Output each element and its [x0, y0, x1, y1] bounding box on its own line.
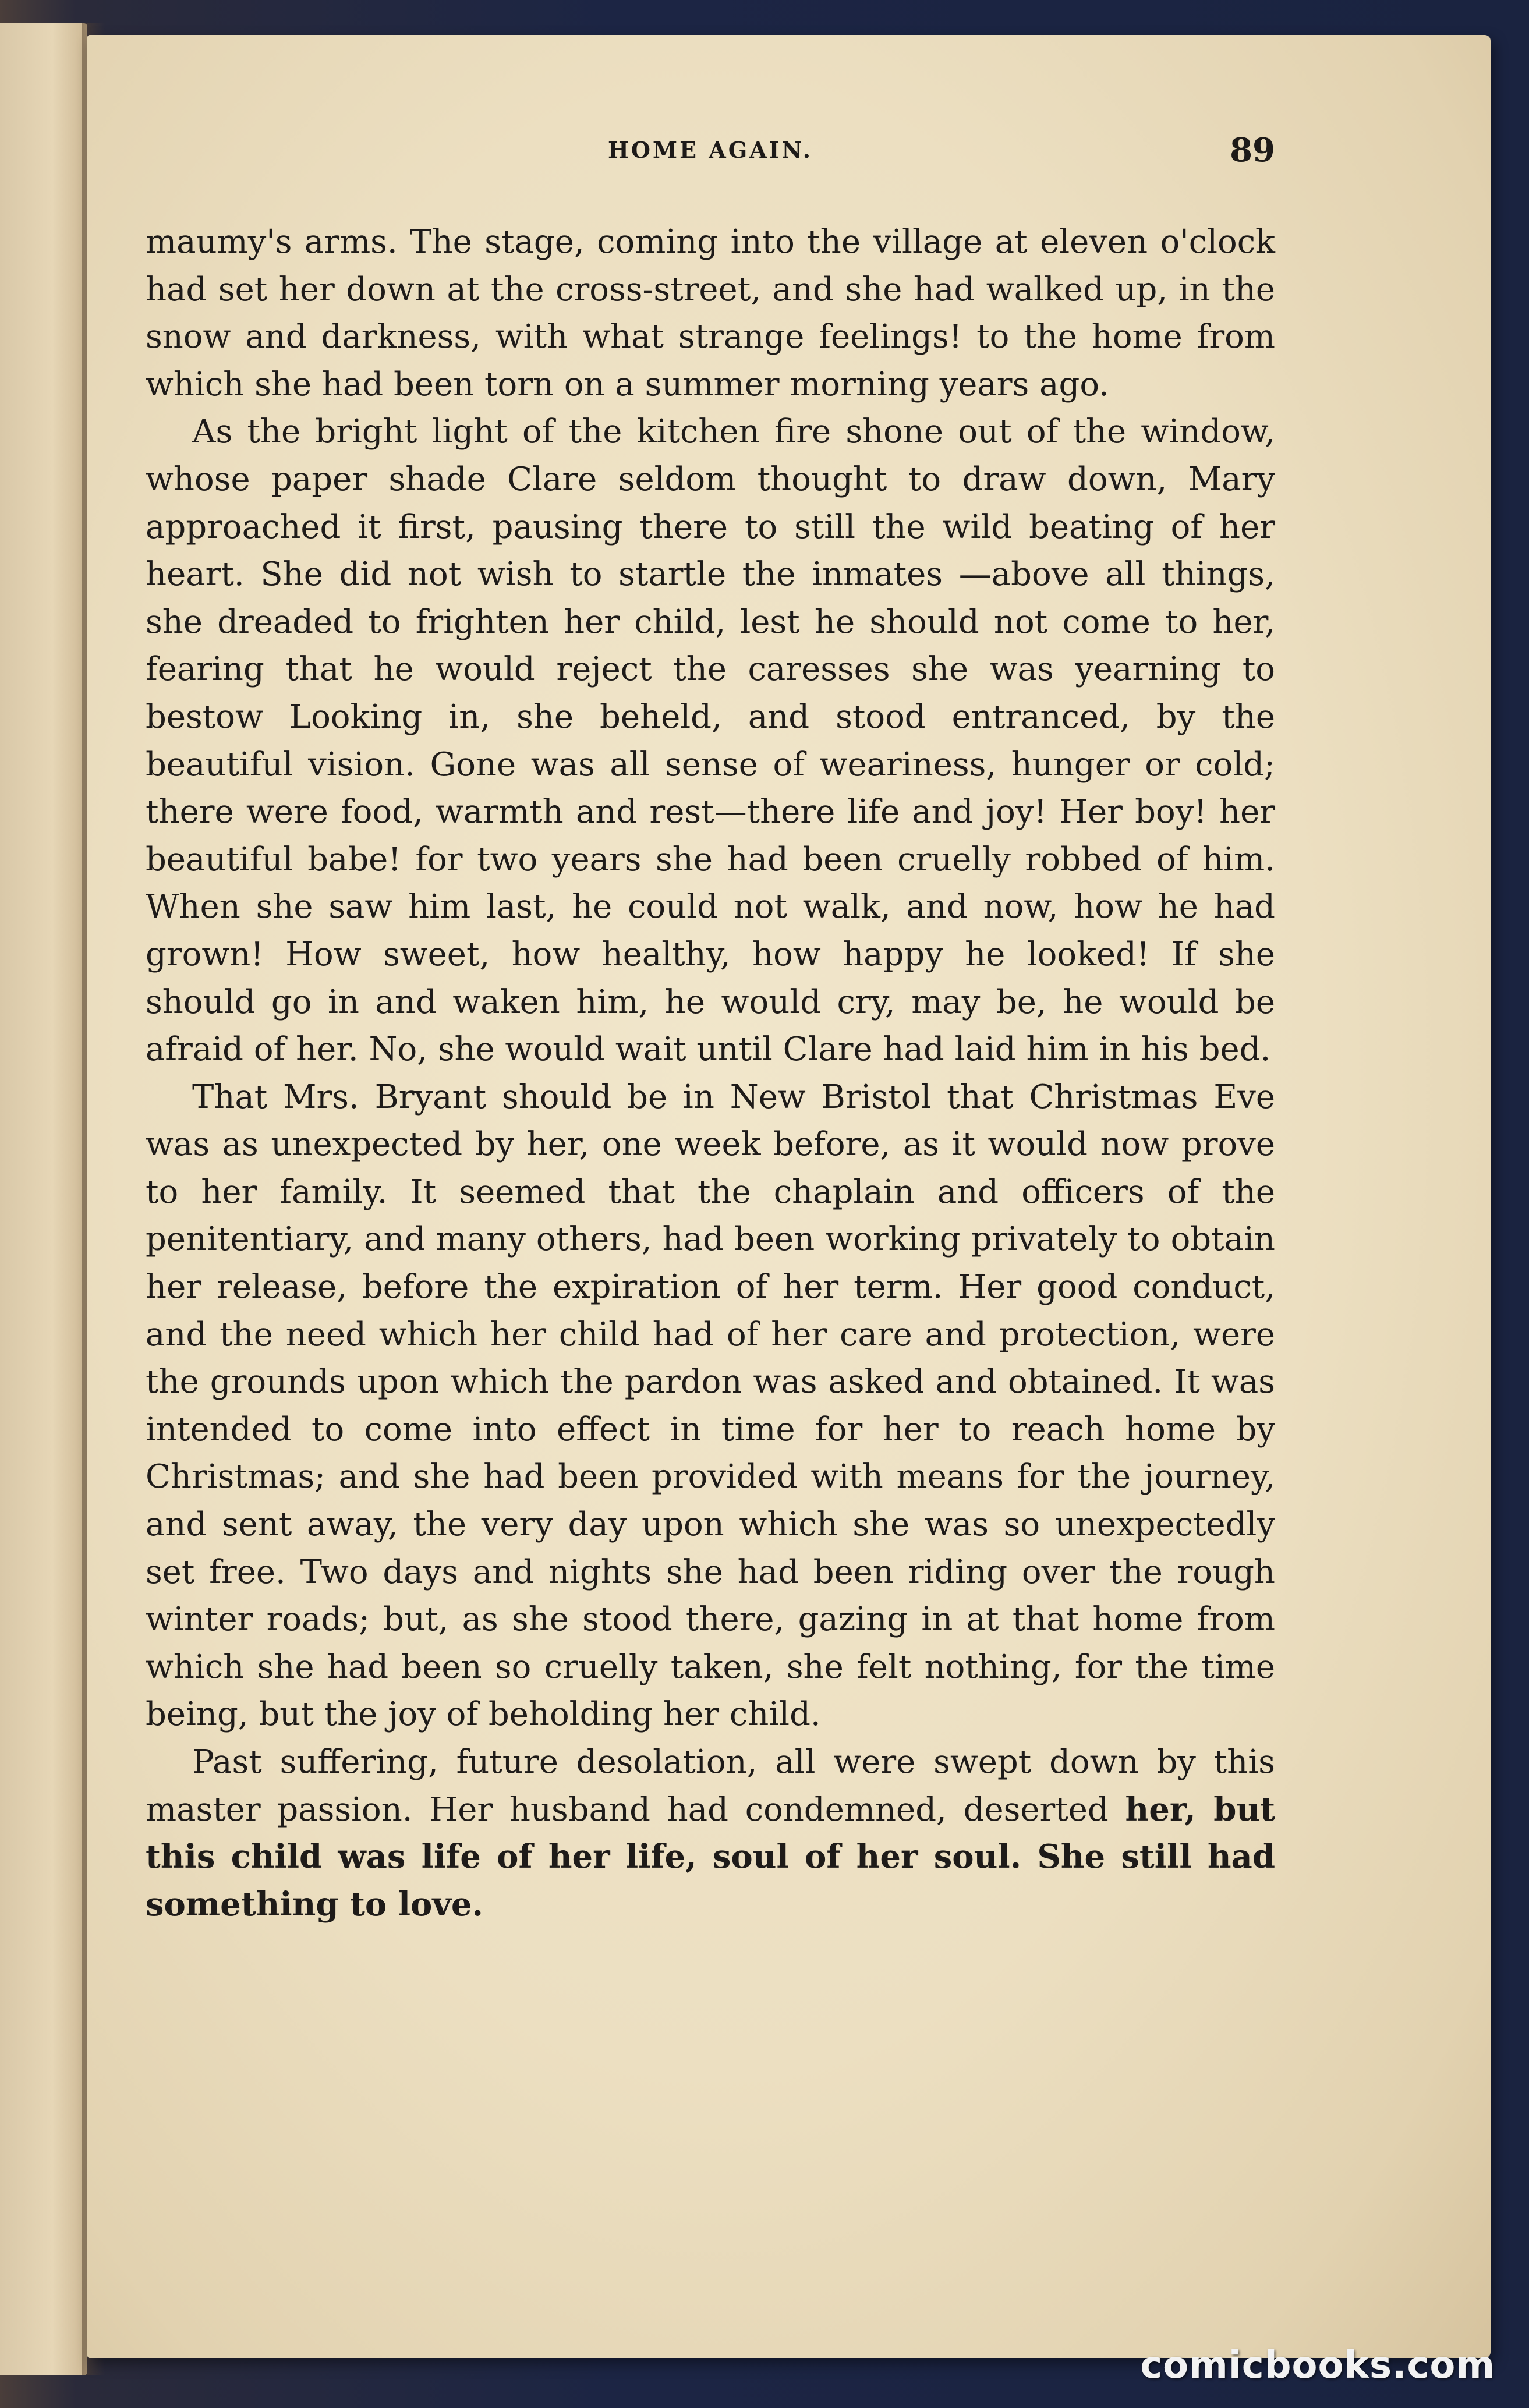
page-number: 89 — [1230, 131, 1275, 169]
running-head: HOME AGAIN. — [608, 137, 813, 163]
facing-page-edge — [0, 23, 87, 2375]
paragraph-4-bold-tail: her, but this child was life of her life, soul of her soul. She still had something to love. — [146, 1790, 1275, 1924]
paragraph-4-text: Past suffering, future desolation, all were swept down by this master passion. Her husband had condemned, deserted — [146, 1743, 1275, 1829]
paragraph-4 — [146, 1738, 1275, 1928]
body-text — [146, 218, 1275, 1928]
page-header — [146, 131, 1275, 178]
paragraph-1: maumy's arms. The stage, coming into the village at eleven o'clock had set her down at the cross-street, and she had walked up, in the snow and darkness, with what strange feelings! to the home from which she had been torn on a summer morning years ago. — [146, 223, 1275, 403]
paragraph-2: As the bright light of the kitchen fire shone out of the window, whose paper shade Clare seldom thought to draw down, Mary approached it first, pausing there to still the wild beating of her heart. She did not wish to startle the inmates —above all things, she dreaded to frighten her child, lest he should not come to her, fearing that he would reject the caresses she was yearning to bestow Looking in, she beheld, and stood entranced, by the beautiful vision. Gone was all sense of weariness, hunger or cold; there were food, warmth and rest—there life and joy! Her boy! her beautiful babe! for two years she had been cruelly robbed of him. When she saw him last, he could not walk, and now, how he had grown! How sweet, how healthy, how happy he looked! If she should go in and waken him, he would cry, may be, he would be afraid of her. No, she would wait until Clare had laid him in his bed. — [146, 413, 1275, 1069]
paragraph-3: That Mrs. Bryant should be in New Bristol that Christmas Eve was as unexpected by her, one week before, as it would now prove to her family. It seemed that the chaplain and officers of the penitentiary, and many others, had been working privately to obtain her release, before the expiration of her term. Her good conduct, and the need which her child had of her care and protection, were the grounds upon which the pardon was asked and obtained. It was intended to come into effect in time for her to reach home by Christmas; and she had been provided with means for the journey, and sent away, the very day upon which she was so unexpectedly set free. Two days and nights she had been riding over the rough winter roads; but, as she stood there, gazing in at that home from which she had been so cruelly taken, she felt nothing, for the time being, but the joy of beholding her child. — [146, 1078, 1275, 1734]
watermark: comicbooks.com — [1140, 2344, 1495, 2387]
